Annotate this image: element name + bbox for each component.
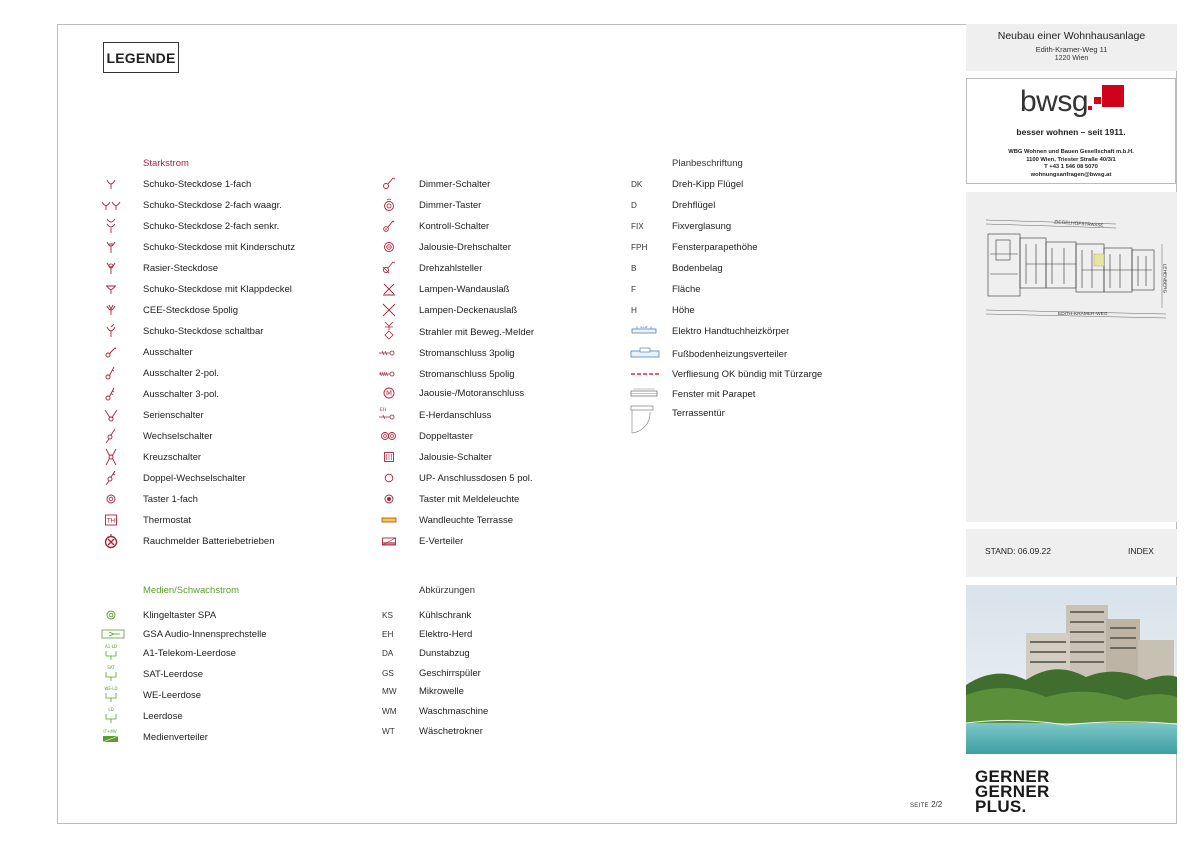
legend-item-label: Rauchmelder Batteriebetrieben [143,535,275,547]
plan-label: Bodenbelag [672,262,723,274]
company-address: 1100 Wien, Triester Straße 40/3/1 [1026,156,1116,163]
legend-item-label: Schuko-Steckdose 2-fach senkr. [143,220,280,232]
legend-item-label: Wandleuchte Terrasse [419,514,513,526]
building-rendering-image [966,585,1177,754]
plan-label: Drehflügel [672,199,716,211]
abbr-code: WT [382,726,395,736]
schuko-kinderschutz-icon [100,239,122,255]
doppel-wechselschalter-icon [100,470,122,486]
legend-item-label: Schuko-Steckdose schaltbar [143,325,264,337]
heading-medien: Medien/Schwachstrom [143,585,240,596]
schuko-1-icon [100,176,122,192]
svg-text:E-HZ: E-HZ [640,325,648,329]
abbr-code: GS [382,668,394,678]
ausschalter-2pol-icon [100,365,122,381]
stromanschluss-5polig-icon [376,366,398,382]
site-plan-map [966,192,1177,522]
legend-item-label: Taster 1-fach [143,493,198,505]
up-anschlussdose-icon [378,470,400,486]
legend-item-label: Stromanschluss 5polig [419,368,515,380]
legend-item-label: CEE-Steckdose 5polig [143,304,239,316]
company-phone: T +43 1 546 08 5070 [1044,164,1098,170]
fussbodenheizungsverteiler-icon [630,345,660,361]
abbr-label: Waschmaschine [419,705,489,717]
icon-text: IT+MV [103,729,117,734]
legend-item-label: A1-Telekom-Leerdose [143,647,236,659]
handtuchheizkoerper-icon [631,322,657,338]
plan-label: Fußbodenheizungsverteiler [672,348,788,360]
strahler-bewegungsmelder-icon [378,323,400,339]
icon-text: A1-LD [104,644,118,649]
legend-item-label: Leerdose [143,710,183,722]
architect-line: PLUS. [975,797,1027,816]
plan-abbr: F [631,284,637,294]
dimmer-taster-icon [378,197,400,213]
legend-item-label: Doppel-Wechselschalter [143,472,246,484]
legend-item-label: E-Verteiler [419,535,464,547]
title-block [966,24,1177,824]
plan-label: Fensterparapethöhe [672,241,758,253]
legend-item-label: Jalousie-Drehschalter [419,241,511,253]
legend-item-label: Stromanschluss 3polig [419,347,515,359]
plan-abbr: FPH [631,242,648,252]
project-city: 1220 Wien [1054,55,1089,62]
schuko-schaltbar-icon [100,323,122,339]
wechselschalter-icon [100,428,122,444]
we-leerdose-icon [100,686,122,702]
abbr-code: KS [382,610,393,620]
architect-logo [975,769,1050,814]
icon-text: LD [108,707,114,712]
company-email: wohnungsanfragen@bwsg.at [1030,171,1112,178]
architect-line: GERNER [975,782,1050,801]
gsa-audio-icon [101,626,125,642]
legend-item-label: Doppeltaster [419,430,473,442]
jalousie-drehschalter-icon [378,239,400,255]
legend-item-label: Lampen-Wandauslaß [419,283,510,295]
dimmer-schalter-icon [378,176,400,192]
abbr-label: Elektro-Herd [419,628,473,640]
legend-item-label: E-Herdanschluss [419,409,492,421]
plan-abbr: D [631,200,637,210]
index-label: INDEX [1128,546,1154,556]
plan-label: Fenster mit Parapet [672,388,756,400]
legend-item-label: Schuko-Steckdose mit Klappdeckel [143,283,292,295]
lampen-deckenauslass-icon [378,302,400,318]
terrassentuer-icon [630,405,654,435]
a1-leerdose-icon [100,644,122,660]
legend-item-label: Ausschalter 2-pol. [143,367,220,379]
wandleuchte-terrasse-icon [378,512,400,528]
icon-text: SAT [107,665,115,670]
plan-label: Elektro Handtuchheizkörper [672,325,790,337]
serienschalter-icon [100,407,122,423]
project-address: Edith-Kramer-Weg 11 [1035,45,1108,54]
rauchmelder-icon [100,533,122,549]
thermostat-icon [100,512,122,528]
svg-text:EH: EH [379,408,387,413]
plan-label: Fixverglasung [672,220,732,232]
kontroll-schalter-icon [378,218,400,234]
project-header [966,24,1177,71]
schuko-2-waagr-icon [100,197,122,213]
page-number [910,800,942,809]
sat-leerdose-icon [100,665,122,681]
taster-meldeleuchte-icon [378,491,400,507]
plan-label: Fläche [672,283,701,295]
plan-abbr: H [631,305,637,315]
plan-label: Terrassentür [672,407,725,419]
legend-item-label: Klingeltaster SPA [143,609,217,621]
plan-label: Verfliesung OK bündig mit Türzarge [672,368,823,380]
legend-item-label: Jalousie-Schalter [419,451,492,463]
ausschalter-3pol-icon [100,386,122,402]
legend-item-label: Taster mit Meldeleuchte [419,493,520,505]
legend-item-label: UP- Anschlussdosen 5 pol. [419,472,533,484]
verfliesung-line-icon [630,366,660,382]
lampen-wandauslass-icon [378,281,400,297]
bwsg-logo-text: bwsg [1020,85,1089,118]
plan-label: Höhe [672,304,695,316]
abbr-label: Kühlschrank [419,609,472,621]
abbr-label: Geschirrspüler [419,667,481,679]
company-info [967,149,1175,179]
legend-item-label: GSA Audio-Innensprechstelle [143,628,267,640]
fenster-parapet-icon [630,385,658,401]
abbr-label: Mikrowelle [419,685,464,697]
doppeltaster-icon [378,428,400,444]
heading-starkstrom: Starkstrom [143,158,189,169]
schuko-klappdeckel-icon [100,281,122,297]
drehzahlsteller-icon [378,260,400,276]
schuko-2-senkr-icon [100,218,122,234]
legend-item-label: Dimmer-Schalter [419,178,491,190]
project-title: Neubau einer Wohnhausanlage [997,30,1146,42]
svg-text:M: M [385,389,393,398]
map-street-right: LEHENBERG [1161,263,1167,294]
client-logo-box [966,78,1176,184]
legend-item-label: Serienschalter [143,409,204,421]
map-street-bottom: EDITH-KRAMER-WEG [1058,312,1108,317]
abbr-label: Dunstabzug [419,647,470,659]
leerdose-icon [100,707,122,723]
page-value: 2/2 [931,800,943,809]
bwsg-logo-mark-icon [1088,85,1124,115]
legend-item-label: Drehzahlsteller [419,262,483,274]
legend-item-label: Dimmer-Taster [419,199,482,211]
abbr-code: WM [382,706,397,716]
legend-item-label: Strahler mit Beweg.-Melder [419,326,535,338]
abbr-code: EH [382,629,394,639]
legend-item-label: Rasier-Steckdose [143,262,218,274]
plan-label: Dreh-Kipp Flügel [672,178,744,190]
legend-item-label: Wechselschalter [143,430,213,442]
legend-item-label: Ausschalter 3-pol. [143,388,220,400]
page-label: SEITE [910,803,929,809]
plan-abbr: B [631,263,637,273]
legend-item-label: Schuko-Steckdose 2-fach waagr. [143,199,282,211]
stand-date: STAND: 06.09.22 [985,546,1051,556]
abbr-label: Wäschetrokner [419,725,483,737]
icon-text: WE-LD [104,686,118,691]
cee-steckdose-icon [100,302,122,318]
heading-abkuerzungen: Abkürzungen [419,585,475,596]
abbr-code: MW [382,686,397,696]
legend-item-label: SAT-Leerdose [143,668,204,680]
legend-item-label: Schuko-Steckdose 1-fach [143,178,252,190]
legend-item-label: Schuko-Steckdose mit Kinderschutz [143,241,296,253]
rasier-steckdose-icon [100,260,122,276]
legend-item-label: WE-Leerdose [143,689,202,701]
legend-title: LEGENDE [103,42,179,73]
e-verteiler-icon [378,533,400,549]
kreuzschalter-icon [100,449,122,465]
legend-item-label: Ausschalter [143,346,193,358]
taster-icon [100,491,122,507]
jalousie-schalter-icon [378,449,400,465]
legend-item-label: Lampen-Deckenauslaß [419,304,518,316]
legend-item-label: Kreuzschalter [143,451,202,463]
map-street-top: ZIEGELHOFSTRASSE [1053,220,1104,229]
stand-box [966,529,1177,577]
legend-item-label: Jaousie-/Motoranschluss [419,387,525,399]
heading-planbeschriftung: Planbeschriftung [672,158,743,169]
legend-item-label: Kontroll-Schalter [419,220,490,232]
legend-item-label: Thermostat [143,514,192,526]
klingeltaster-icon [100,607,122,623]
medienverteiler-icon [101,728,121,744]
abbr-code: DA [382,648,394,658]
plan-abbr: DK [631,179,643,189]
motoranschluss-icon [378,385,400,401]
plan-abbr: FIX [631,221,644,231]
site-plan-drawing [966,214,1177,344]
legend-item-label: Medienverteiler [143,731,208,743]
herdanschluss-icon [376,406,398,422]
bwsg-slogan: besser wohnen – seit 1911. [1016,127,1126,137]
svg-text:TH: TH [106,517,116,525]
stromanschluss-3polig-icon [376,345,398,361]
company-name: WBG Wohnen und Bauen Gesellschaft m.b.H. [1008,149,1134,155]
ausschalter-icon [100,344,122,360]
architect-line: GERNER [975,767,1050,786]
